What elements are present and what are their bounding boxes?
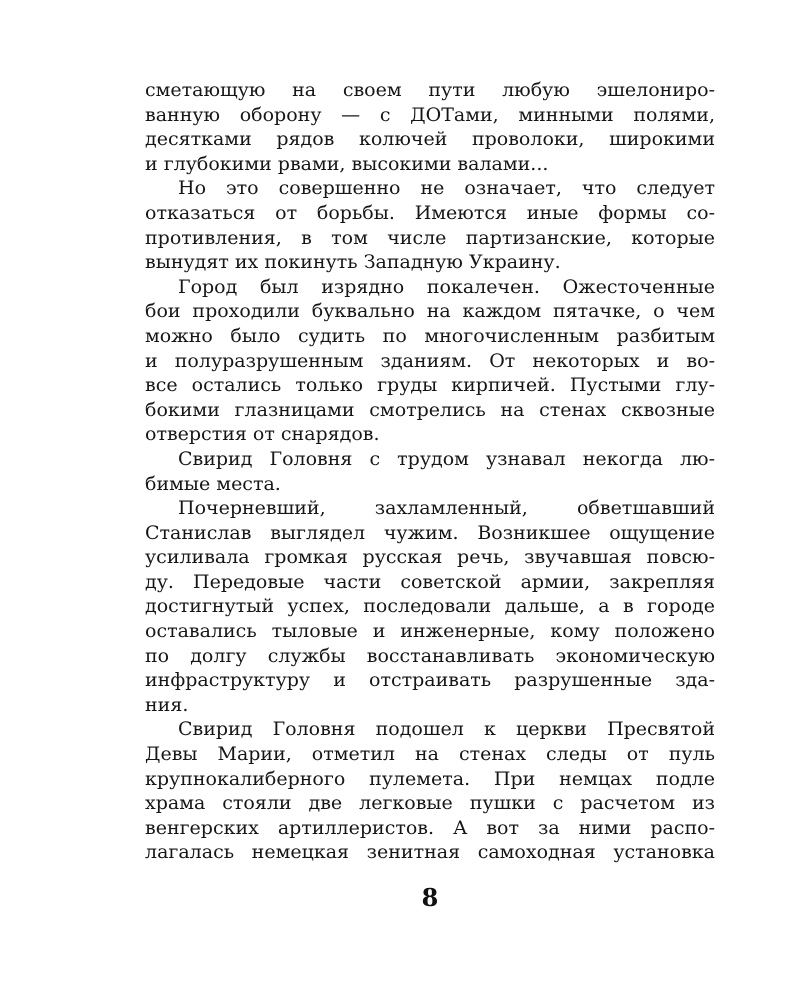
text-line: сметающую на своем пути любую эшелониро- [145,79,715,101]
text-line: Девы Марии, отметил на стенах следы от пуль [145,743,715,766]
text-line: инфраструктуру и отстраивать разрушенные зда- [145,669,715,692]
text-line: ванную оборону — с ДОТами, минными полями, [145,103,715,126]
page-number: 8 [421,883,439,912]
text-line: венгерских артиллеристов. А вот за ними распо- [145,816,715,839]
text-line: Свирид Головня подошел к церкви Пресвятой [178,718,715,741]
text-line: противления, в том числе партизанские, которые [145,226,715,249]
text-line: все остались только груды кирпичей. Пустыми глу- [145,374,715,397]
text-line: оставались тыловые и инженерные, кому положено [145,620,715,643]
text-line: Станислав выглядел чужим. Возникшее ощущение [145,521,715,544]
text-line: бимые места. [145,472,281,495]
text-line: усиливала громкая русская речь, звучавшая повсю- [145,546,715,569]
body-text [145,78,715,865]
text-line: вынудят их покинуть Западную Украину. [145,251,561,274]
text-line: крупнокалиберного пулемета. При немцах подле [145,767,715,790]
text-line: по долгу службы восстанавливать экономическую [145,644,715,667]
text-line: и глубокими рвами, высокими валами... [145,152,549,175]
text-line: Но это совершенно не означает, что следует [178,177,715,200]
text-line: лагалась немецкая зенитная самоходная установка [145,841,715,864]
text-line: отверстия от снарядов. [145,423,380,446]
text-line: храма стояли две легковые пушки с расчетом из [145,792,715,815]
text-line: отказаться от борьбы. Имеются иные формы со- [145,201,715,224]
text-line: Свирид Головня с трудом узнавал некогда лю- [178,447,715,470]
text-line: и полуразрушенным зданиям. От некоторых и во- [145,349,715,372]
text-line: десятками рядов колючей проволоки, широкими [145,128,715,151]
text-line: Почерневший, захламленный, обветшавший [178,497,715,520]
text-line: Город был изрядно покалечен. Ожесточенные [178,275,715,298]
text-line: достигнутый успех, последовали дальше, а в городе [145,595,715,618]
text-line: ду. Передовые части советской армии, закрепляя [145,570,715,593]
text-line: ния. [145,693,189,716]
text-line: можно было судить по многочисленным разбитым [145,324,715,347]
text-line: бои проходили буквально на каждом пятачке, о чем [145,300,715,323]
text-line: бокими глазницами смотрелись на стенах сквозные [145,398,715,421]
